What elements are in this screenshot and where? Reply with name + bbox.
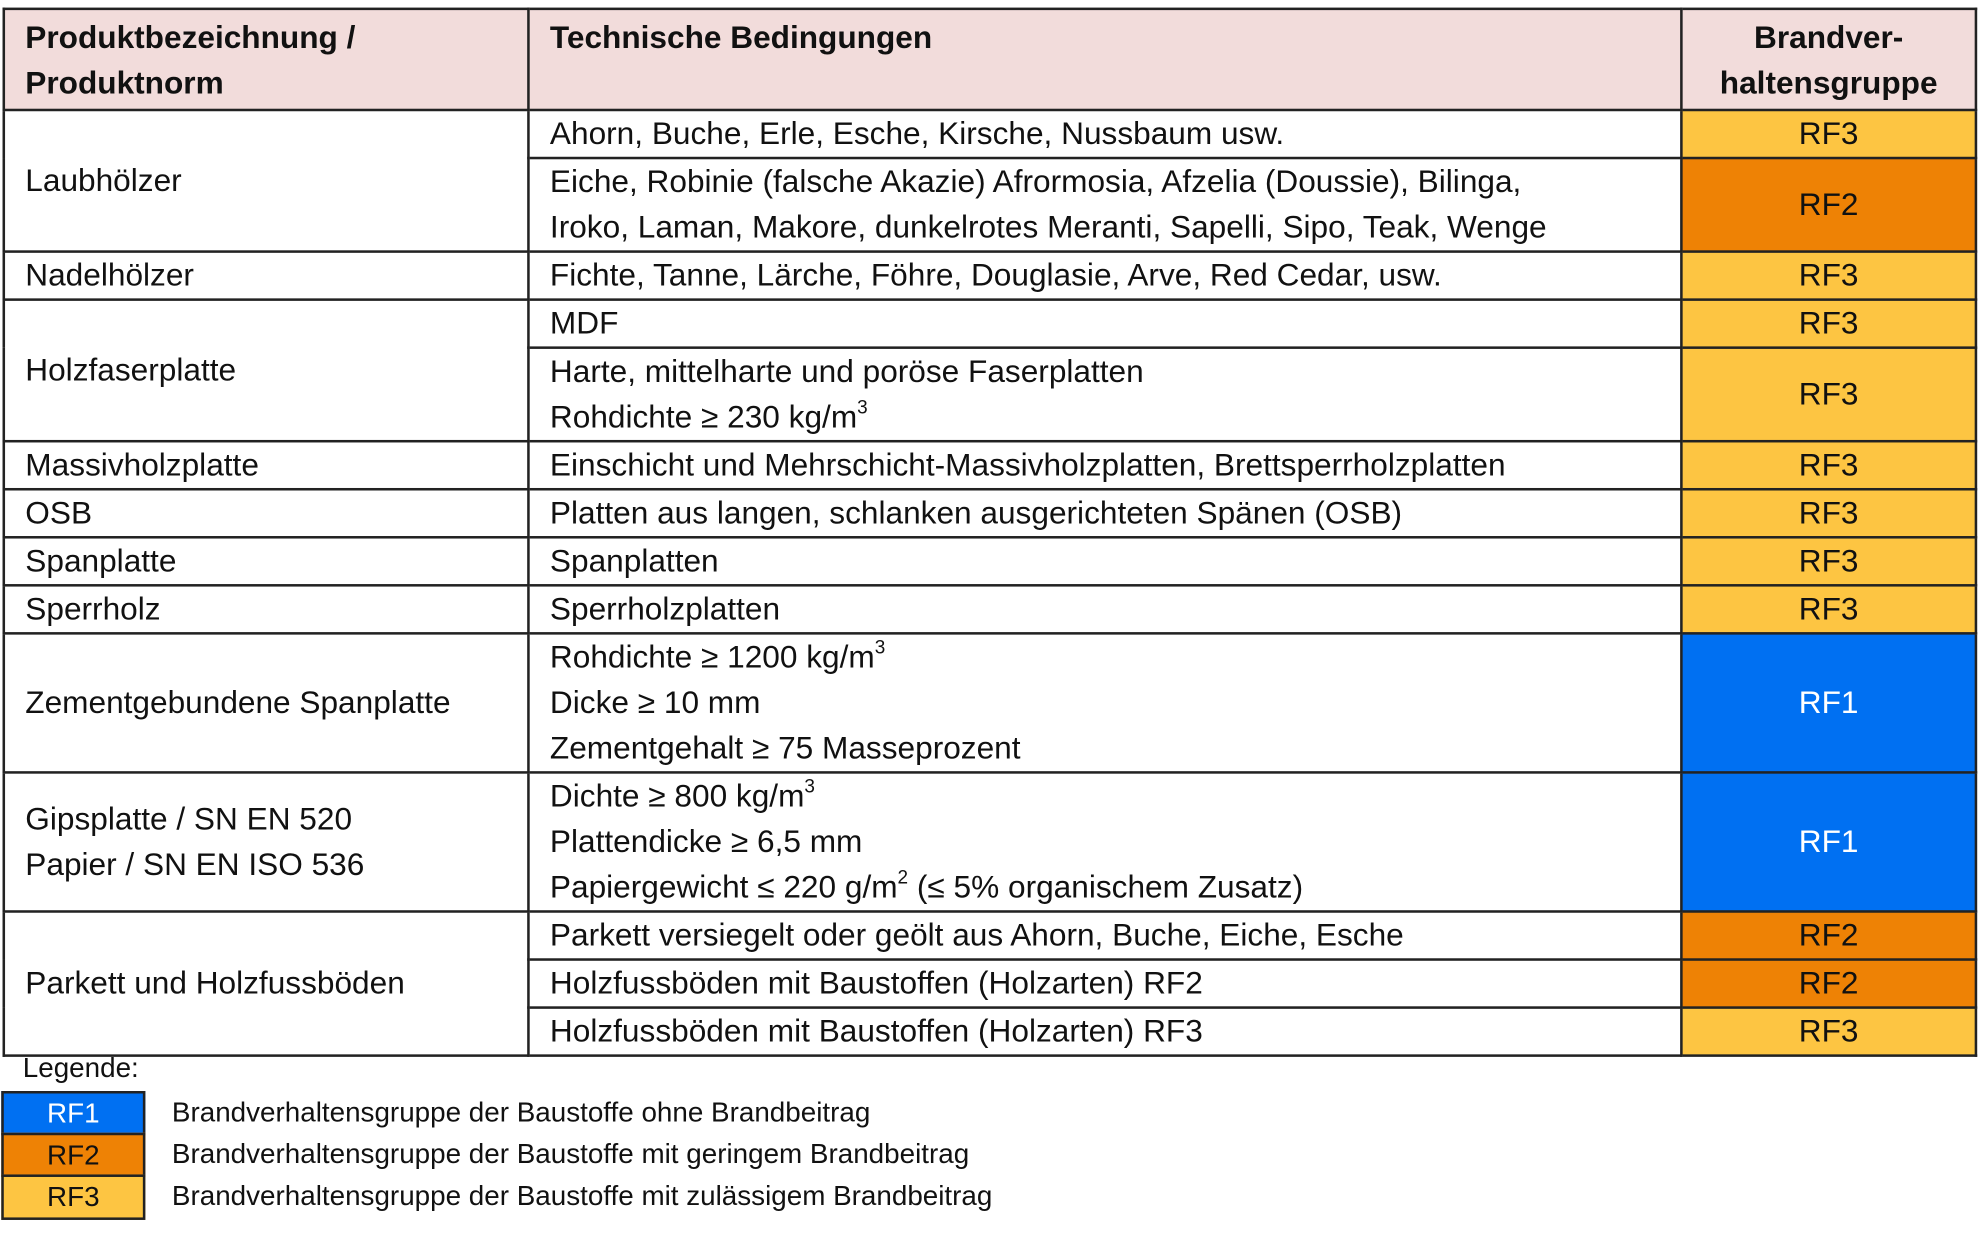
fire-group-badge: RF3 bbox=[1681, 489, 1976, 537]
table-row bbox=[4, 252, 1976, 300]
product-cell bbox=[4, 110, 529, 252]
condition-text: Holzfussböden mit Baustoffen (Holzarten) RF3 bbox=[549, 1013, 1203, 1050]
product-cell bbox=[4, 911, 529, 1055]
condition-text: Parkett versiegelt oder geölt aus Ahorn, Buche, Eiche, Esche bbox=[549, 917, 1404, 954]
fire-group-badge: RF2 bbox=[1681, 158, 1976, 252]
condition-cell bbox=[528, 772, 1681, 911]
condition-line bbox=[550, 349, 1660, 395]
header-conditions: Technische Bedingungen bbox=[528, 9, 1681, 110]
condition-cell bbox=[528, 489, 1681, 537]
table-row bbox=[4, 772, 1976, 911]
product-name: Papier / SN EN ISO 536 bbox=[25, 847, 365, 883]
condition-line bbox=[550, 442, 1660, 488]
product-cell bbox=[4, 633, 529, 772]
fire-group-badge: RF3 bbox=[1681, 537, 1976, 585]
legend-swatch-rf3: RF3 bbox=[1, 1174, 145, 1220]
condition-text: Eiche, Robinie (falsche Akazie) Afrormosia, Afzelia (Doussie), Bilinga, bbox=[549, 164, 1522, 200]
unit-exponent: 2 bbox=[897, 866, 909, 889]
condition-line bbox=[550, 394, 1660, 440]
condition-line bbox=[550, 253, 1660, 299]
header-product bbox=[4, 9, 529, 110]
table-row bbox=[4, 300, 1976, 348]
legend-swatch-rf1: RF1 bbox=[1, 1091, 145, 1135]
header-product-line-1: Produktbezeichnung / bbox=[25, 20, 356, 56]
condition-cell bbox=[528, 348, 1681, 442]
condition-line bbox=[550, 819, 1660, 865]
condition-text: Rohdichte ≥ 230 kg/m bbox=[549, 399, 858, 435]
condition-line bbox=[550, 587, 1660, 633]
product-name: Zementgebundene Spanplatte bbox=[25, 685, 451, 721]
product-cell bbox=[4, 300, 529, 442]
condition-cell bbox=[528, 158, 1681, 252]
header-group bbox=[1681, 9, 1976, 110]
fire-group-badge: RF3 bbox=[1681, 1008, 1976, 1056]
fire-group-badge: RF3 bbox=[1681, 252, 1976, 300]
unit-exponent: 3 bbox=[804, 775, 815, 798]
condition-cell bbox=[528, 1008, 1681, 1056]
header-product-line-2: Produktnorm bbox=[25, 65, 224, 102]
header-group-line-1: Brandver- bbox=[1754, 20, 1904, 56]
legend-text-rf1: Brandverhaltensgruppe der Baustoffe ohne Brandbeitrag bbox=[171, 1096, 871, 1128]
condition-text: Holzfussböden mit Baustoffen (Holzarten) RF2 bbox=[549, 965, 1203, 1002]
condition-cell bbox=[528, 537, 1681, 585]
fire-behavior-table bbox=[3, 8, 1978, 1057]
table-row bbox=[4, 489, 1976, 537]
condition-line bbox=[550, 865, 1660, 911]
legend-text-rf2: Brandverhaltensgruppe der Baustoffe mit geringem Brandbeitrag bbox=[171, 1137, 970, 1170]
product-name: Spanplatte bbox=[25, 543, 177, 580]
condition-line bbox=[550, 961, 1660, 1007]
product-name: Massivholzplatte bbox=[25, 447, 259, 483]
condition-cell bbox=[528, 960, 1681, 1008]
condition-cell bbox=[528, 633, 1681, 772]
condition-cell bbox=[528, 300, 1681, 348]
product-name: Holzfaserplatte bbox=[25, 352, 237, 389]
fire-group-badge: RF3 bbox=[1681, 585, 1976, 633]
condition-line bbox=[550, 491, 1660, 537]
unit-exponent: 3 bbox=[874, 636, 886, 659]
product-name: Sperrholz bbox=[25, 591, 161, 628]
condition-text: Fichte, Tanne, Lärche, Föhre, Douglasie, Arve, Red Cedar, usw. bbox=[549, 257, 1442, 294]
condition-text-suffix: (≤ 5% organischem Zusatz) bbox=[908, 869, 1304, 906]
fire-group-badge: RF3 bbox=[1681, 300, 1976, 348]
condition-line bbox=[550, 726, 1660, 772]
product-cell bbox=[4, 585, 529, 633]
fire-group-badge: RF3 bbox=[1681, 441, 1976, 489]
fire-group-badge: RF1 bbox=[1681, 633, 1976, 772]
condition-text: Harte, mittelharte und poröse Faserplatten bbox=[549, 353, 1144, 390]
condition-text: Platten aus langen, schlanken ausgerichteten Spänen (OSB) bbox=[549, 495, 1403, 531]
product-name: Parkett und Holzfussböden bbox=[25, 965, 405, 1002]
condition-text: Zementgehalt ≥ 75 Masseprozent bbox=[549, 730, 1021, 767]
condition-text: MDF bbox=[549, 305, 619, 342]
product-name: Nadelhölzer bbox=[25, 257, 194, 294]
condition-text: Spanplatten bbox=[549, 543, 719, 580]
fire-group-badge: RF2 bbox=[1681, 911, 1976, 959]
fire-group-badge: RF1 bbox=[1681, 772, 1976, 911]
condition-text: Plattendicke ≥ 6,5 mm bbox=[549, 824, 863, 860]
condition-line bbox=[550, 1009, 1660, 1055]
condition-line bbox=[550, 635, 1660, 681]
condition-text: Rohdichte ≥ 1200 kg/m bbox=[549, 639, 875, 676]
condition-cell bbox=[528, 585, 1681, 633]
product-cell bbox=[4, 772, 529, 911]
condition-cell bbox=[528, 911, 1681, 959]
product-cell bbox=[4, 441, 529, 489]
product-name: OSB bbox=[25, 495, 93, 531]
legend-text-rf3: Brandverhaltensgruppe der Baustoffe mit zulässigem Brandbeitrag bbox=[171, 1179, 993, 1212]
legend-item-rf2 bbox=[0, 1133, 1138, 1176]
table-row bbox=[4, 537, 1976, 585]
condition-text: Iroko, Laman, Makore, dunkelrotes Meranti, Sapelli, Sipo, Teak, Wenge bbox=[549, 209, 1547, 246]
product-name: Laubhölzer bbox=[25, 163, 182, 199]
legend-item-rf1 bbox=[0, 1091, 1138, 1134]
condition-line bbox=[550, 111, 1660, 157]
condition-line bbox=[550, 205, 1660, 251]
unit-exponent: 3 bbox=[857, 396, 868, 419]
fire-group-badge: RF2 bbox=[1681, 960, 1976, 1008]
condition-line bbox=[550, 539, 1660, 585]
condition-line bbox=[550, 301, 1660, 347]
condition-text: Papiergewicht ≤ 220 g/m bbox=[549, 869, 898, 906]
table-body bbox=[4, 110, 1976, 1056]
legend-item-rf3 bbox=[0, 1174, 1138, 1217]
table-row bbox=[4, 585, 1976, 633]
product-name: Gipsplatte / SN EN 520 bbox=[25, 801, 353, 837]
legend-title: Legende: bbox=[22, 1051, 139, 1084]
fire-group-badge: RF3 bbox=[1681, 348, 1976, 442]
condition-text: Ahorn, Buche, Erle, Esche, Kirsche, Nussbaum usw. bbox=[549, 116, 1285, 152]
fire-group-badge: RF3 bbox=[1681, 110, 1976, 158]
condition-text: Einschicht und Mehrschicht-Massivholzplatten, Brettsperrholzplatten bbox=[549, 447, 1506, 483]
condition-line bbox=[550, 680, 1660, 726]
table-row bbox=[4, 441, 1976, 489]
product-cell bbox=[4, 252, 529, 300]
condition-line bbox=[550, 774, 1660, 820]
condition-line bbox=[550, 913, 1660, 959]
condition-text: Dicke ≥ 10 mm bbox=[549, 685, 761, 721]
condition-cell bbox=[528, 252, 1681, 300]
product-cell bbox=[4, 537, 529, 585]
product-cell bbox=[4, 489, 529, 537]
condition-cell bbox=[528, 110, 1681, 158]
condition-text: Sperrholzplatten bbox=[549, 591, 781, 628]
condition-cell bbox=[528, 441, 1681, 489]
table-row bbox=[4, 911, 1976, 959]
header-group-line-2: haltensgruppe bbox=[1719, 65, 1938, 102]
condition-line bbox=[550, 159, 1660, 205]
legend-swatch-rf2: RF2 bbox=[1, 1133, 145, 1177]
table-row bbox=[4, 633, 1976, 772]
condition-text: Dichte ≥ 800 kg/m bbox=[549, 778, 805, 815]
table-header-row bbox=[4, 9, 1976, 110]
table-row bbox=[4, 110, 1976, 158]
